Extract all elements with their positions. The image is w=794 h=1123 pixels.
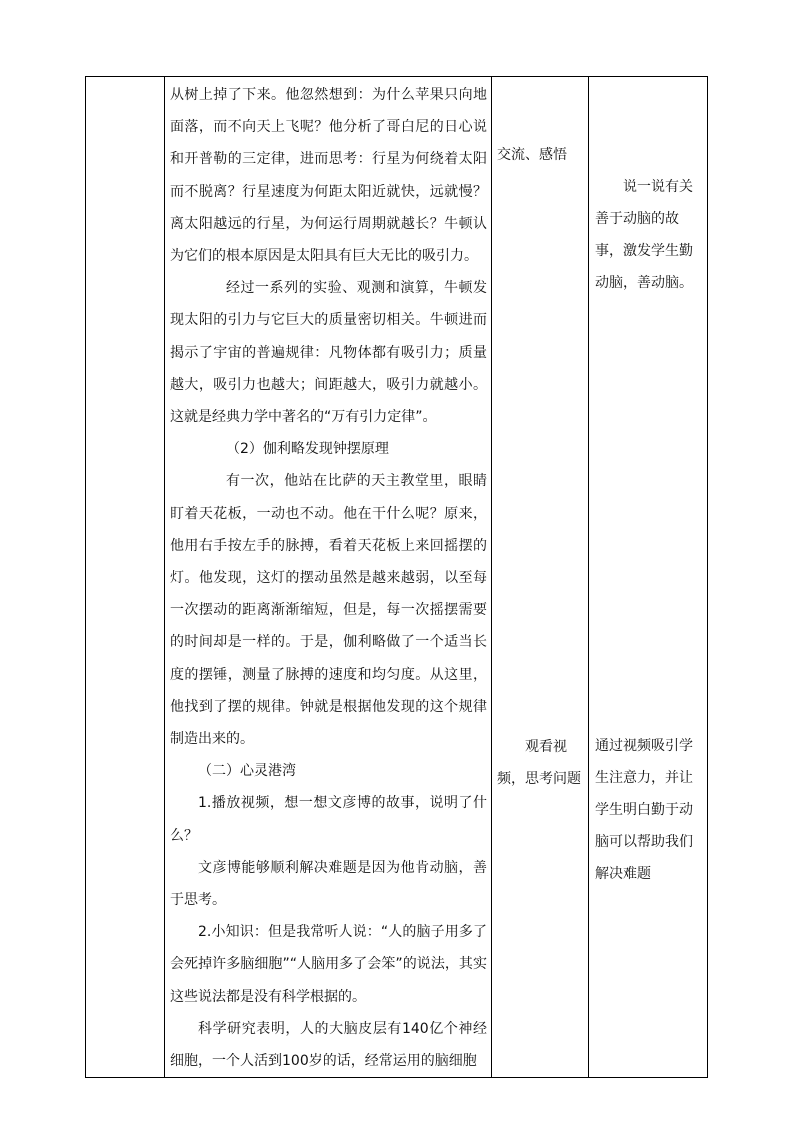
activity-watch-video: 观看视频，思考问题 bbox=[497, 739, 581, 787]
stage-column-cell bbox=[86, 77, 165, 1078]
teaching-content-cell bbox=[165, 77, 492, 1078]
design-intent-cell bbox=[589, 77, 708, 1078]
newton-story-paragraph: 从树上掉了下来。他忽然想到：为什么苹果只向地面落，而不向天上飞呢？他分析了哥白尼的日心说和开普勒的三定律，进而思考：行星为何绕着太阳而不脱离？行星速度为何距太阳近就快，远就慢？离太阳越远的行星，为何运行周期就越长？牛顿认为它们的根本原因是太阳具有巨大无比的吸引力。 bbox=[170, 87, 487, 265]
gravity-law-paragraph: 经过一系列的实验、观测和演算，牛顿发现太阳的引力与它巨大的质量密切相关。牛顿进而揭示了宇宙的普遍规律：凡物体都有吸引力；质量越大，吸引力也越大；间距越大，吸引力就越小。这就是经典力学中著名的“万有引力定律”。 bbox=[170, 280, 487, 426]
table-row bbox=[86, 77, 708, 1078]
knowledge-tip: 2.小知识：但是我常听人说：“人的脑子用多了会死掉许多脑细胞”“人脑用多了会笨”的说法，其实这些说法都是没有科学根据的。 bbox=[170, 924, 487, 1005]
pendulum-story-paragraph: 有一次，他站在比萨的天主教堂里，眼睛盯着天花板，一动也不动。他在干什么呢？原来，他用右手按左手的脉搏，看着天花板上来回摇摆的灯。他发现，这灯的摆动虽然是越来越弱，以至每一次摆动的距离渐渐缩短，但是，每一次摇摆需要的时间却是一样的。于是，伽利略做了一个适当长度的摆锤，测量了脉搏的速度和均匀度。从这里，他找到了摆的规律。钟就是根据他发现的这个规律制造出来的。 bbox=[170, 473, 487, 748]
intent-video: 通过视频吸引学生注意力，并让学生明白勤于动脑可以帮助我们解决难题 bbox=[595, 738, 693, 882]
brain-research-paragraph: 科学研究表明，人的大脑皮层有140亿个神经细胞，一个人活到100岁的话，经常运用的脑细胞 bbox=[170, 1020, 487, 1070]
activity-exchange: 交流、感悟 bbox=[497, 147, 567, 163]
lesson-plan-table bbox=[85, 76, 708, 1078]
section-heart-harbor-heading: （二）心灵港湾 bbox=[198, 763, 296, 780]
intent-brain-story: 说一说有关善于动脑的故事，激发学生勤动脑，善动脑。 bbox=[595, 179, 693, 291]
student-activity-cell bbox=[492, 77, 589, 1078]
video-question: 1.播放视频，想一想文彦博的故事，说明了什么？ bbox=[170, 795, 487, 844]
video-answer: 文彦博能够顺利解决难题是因为他肯动脑，善于思考。 bbox=[170, 859, 487, 909]
galileo-heading: （2）伽利略发现钟摆原理 bbox=[226, 441, 389, 458]
